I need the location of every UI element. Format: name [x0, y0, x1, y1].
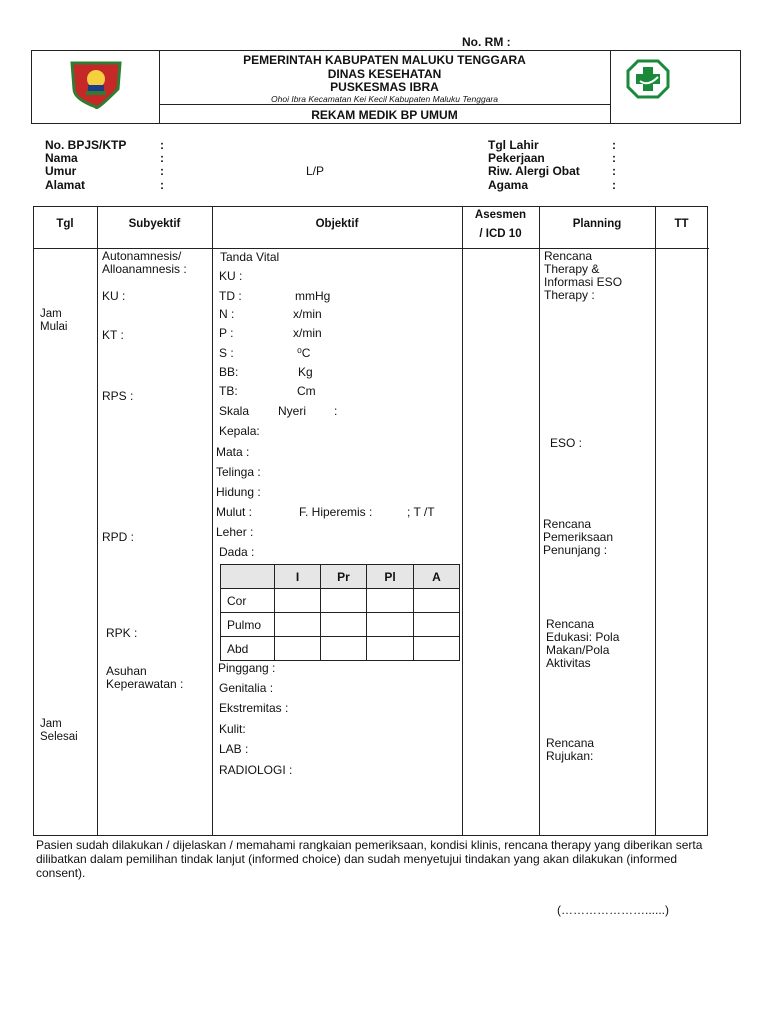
address-line: Ohoi Ibra Kecamatan Kei Kecil Kabupaten Maluku Tenggara [271, 94, 498, 104]
p-label: P : [219, 326, 234, 340]
letterhead [31, 50, 741, 124]
s-unit: ⁰C [297, 346, 311, 360]
bb-unit: Kg [298, 365, 313, 379]
telinga-label: Telinga : [216, 465, 261, 479]
pinggang-label: Pinggang : [218, 661, 276, 675]
rujukan-plan: Rencana Rujukan: [546, 736, 595, 763]
pe-cell[interactable] [367, 613, 414, 637]
colon: : [612, 138, 616, 152]
pe-header: I [275, 565, 321, 589]
eso-label: ESO : [550, 436, 583, 450]
pe-header [221, 565, 275, 589]
alamat-label: Alamat [45, 178, 86, 192]
col-tt: TT [674, 218, 689, 230]
umur-label: Umur [45, 164, 77, 178]
skala-label: Skala [219, 404, 250, 418]
hidung-label: Hidung : [216, 485, 261, 499]
tb-label: TB: [219, 384, 238, 398]
dept-line: DINAS KESEHATAN [327, 67, 442, 81]
leher-label: Leher : [216, 525, 254, 539]
pe-cell[interactable] [321, 589, 367, 613]
mulut-label: Mulut : [216, 505, 253, 519]
bpjs-label: No. BPJS/KTP [45, 138, 127, 152]
pe-cell[interactable] [275, 589, 321, 613]
td-label: TD : [219, 289, 242, 303]
kepala-label: Kepala: [219, 424, 260, 438]
pe-row-label: Abd [221, 637, 275, 661]
colon: : [160, 138, 164, 152]
table-row [221, 637, 460, 661]
colon: : [612, 151, 616, 165]
col-subyektif: Subyektif [128, 218, 181, 230]
regency-emblem-icon [68, 59, 124, 109]
tb-unit: Cm [297, 384, 316, 398]
pekerjaan-label: Pekerjaan [488, 151, 545, 165]
colon: : [160, 151, 164, 165]
signature-line: (…………………......) [557, 903, 669, 917]
pe-row-label: Pulmo [221, 613, 275, 637]
colon: : [612, 164, 616, 178]
pe-header: A [414, 565, 460, 589]
therapy-plan: Rencana Therapy & Informasi ESO Therapy : [544, 249, 623, 302]
rpk-label: RPK : [106, 626, 138, 640]
kulit-label: Kulit: [219, 722, 246, 736]
form-title: REKAM MEDIK BP UMUM [311, 108, 458, 122]
colon: : [160, 178, 164, 192]
genitalia-label: Genitalia : [219, 681, 274, 695]
lab-label: LAB : [219, 742, 249, 756]
col-icd: / ICD 10 [479, 228, 522, 240]
no-rm-label: No. RM : [462, 35, 511, 49]
col-tgl: Tgl [56, 218, 74, 230]
pe-cell[interactable] [367, 637, 414, 661]
penunjang-plan: Rencana Pemeriksaan Penunjang : [543, 517, 614, 557]
asuhan-label: Asuhan Keperawatan : [106, 664, 184, 691]
puskesmas-cross-icon [626, 59, 670, 99]
anamnesis-label: Autonamnesis/ Alloanamnesis : [102, 249, 187, 276]
tonsil-label: ; T /T [407, 505, 435, 519]
radiologi-label: RADIOLOGI : [219, 763, 293, 777]
pe-cell[interactable] [321, 637, 367, 661]
nyeri-colon: : [334, 404, 338, 418]
p-unit: x/min [293, 326, 322, 340]
col-asesmen: Asesmen [474, 209, 527, 221]
n-unit: x/min [293, 307, 322, 321]
pe-cell[interactable] [275, 637, 321, 661]
agama-label: Agama [488, 178, 529, 192]
lp-label: L/P [306, 164, 325, 178]
pe-cell[interactable] [367, 589, 414, 613]
n-label: N : [219, 307, 235, 321]
subj-ku-label: KU : [102, 289, 126, 303]
puskesmas-line: PUSKESMAS IBRA [330, 80, 439, 94]
pe-header: Pr [321, 565, 367, 589]
ekstremitas-label: Ekstremitas : [219, 701, 289, 715]
tgl-lahir-label: Tgl Lahir [488, 138, 539, 152]
consent-statement: Pasien sudah dilakukan / dijelaskan / memahami rangkaian pemeriksaan, kondisi klinis, rencana therapy yang diberikan serta dilibatkan dalam pemilihan tindak lanjut (informed choice) dan sudah menyetujui tindakan yang akan dilakukan (informed consent). [36, 838, 703, 880]
pe-cell[interactable] [414, 589, 460, 613]
obj-ku-label: KU : [219, 269, 243, 283]
pe-cell[interactable] [414, 613, 460, 637]
jam-selesai: Jam Selesai [40, 718, 78, 743]
table-row [221, 613, 460, 637]
td-unit: mmHg [295, 289, 331, 303]
alergi-label: Riw. Alergi Obat [488, 164, 580, 178]
pe-cell[interactable] [275, 613, 321, 637]
col-planning: Planning [572, 218, 622, 230]
pe-header: Pl [367, 565, 414, 589]
jam-mulai: Jam Mulai [40, 308, 68, 333]
s-label: S : [219, 346, 234, 360]
gov-line: PEMERINTAH KABUPATEN MALUKU TENGGARA [243, 53, 526, 67]
dada-label: Dada : [219, 545, 255, 559]
tanda-vital-label: Tanda Vital [220, 250, 280, 264]
rps-label: RPS : [102, 389, 134, 403]
pe-cell[interactable] [321, 613, 367, 637]
pe-row-label: Cor [221, 589, 275, 613]
nama-label: Nama [45, 151, 78, 165]
colon: : [612, 178, 616, 192]
colon: : [160, 164, 164, 178]
col-objektif: Objektif [315, 218, 359, 230]
kt-label: KT : [102, 328, 124, 342]
hiperemis-label: F. Hiperemis : [299, 505, 373, 519]
edukasi-plan: Rencana Edukasi: Pola Makan/Pola Aktivitas [546, 617, 620, 670]
rpd-label: RPD : [102, 530, 135, 544]
nyeri-label: Nyeri [278, 404, 307, 418]
mata-label: Mata : [216, 445, 250, 459]
table-row [221, 589, 460, 613]
bb-label: BB: [219, 365, 239, 379]
physical-exam-table [220, 564, 460, 661]
pe-cell[interactable] [414, 637, 460, 661]
